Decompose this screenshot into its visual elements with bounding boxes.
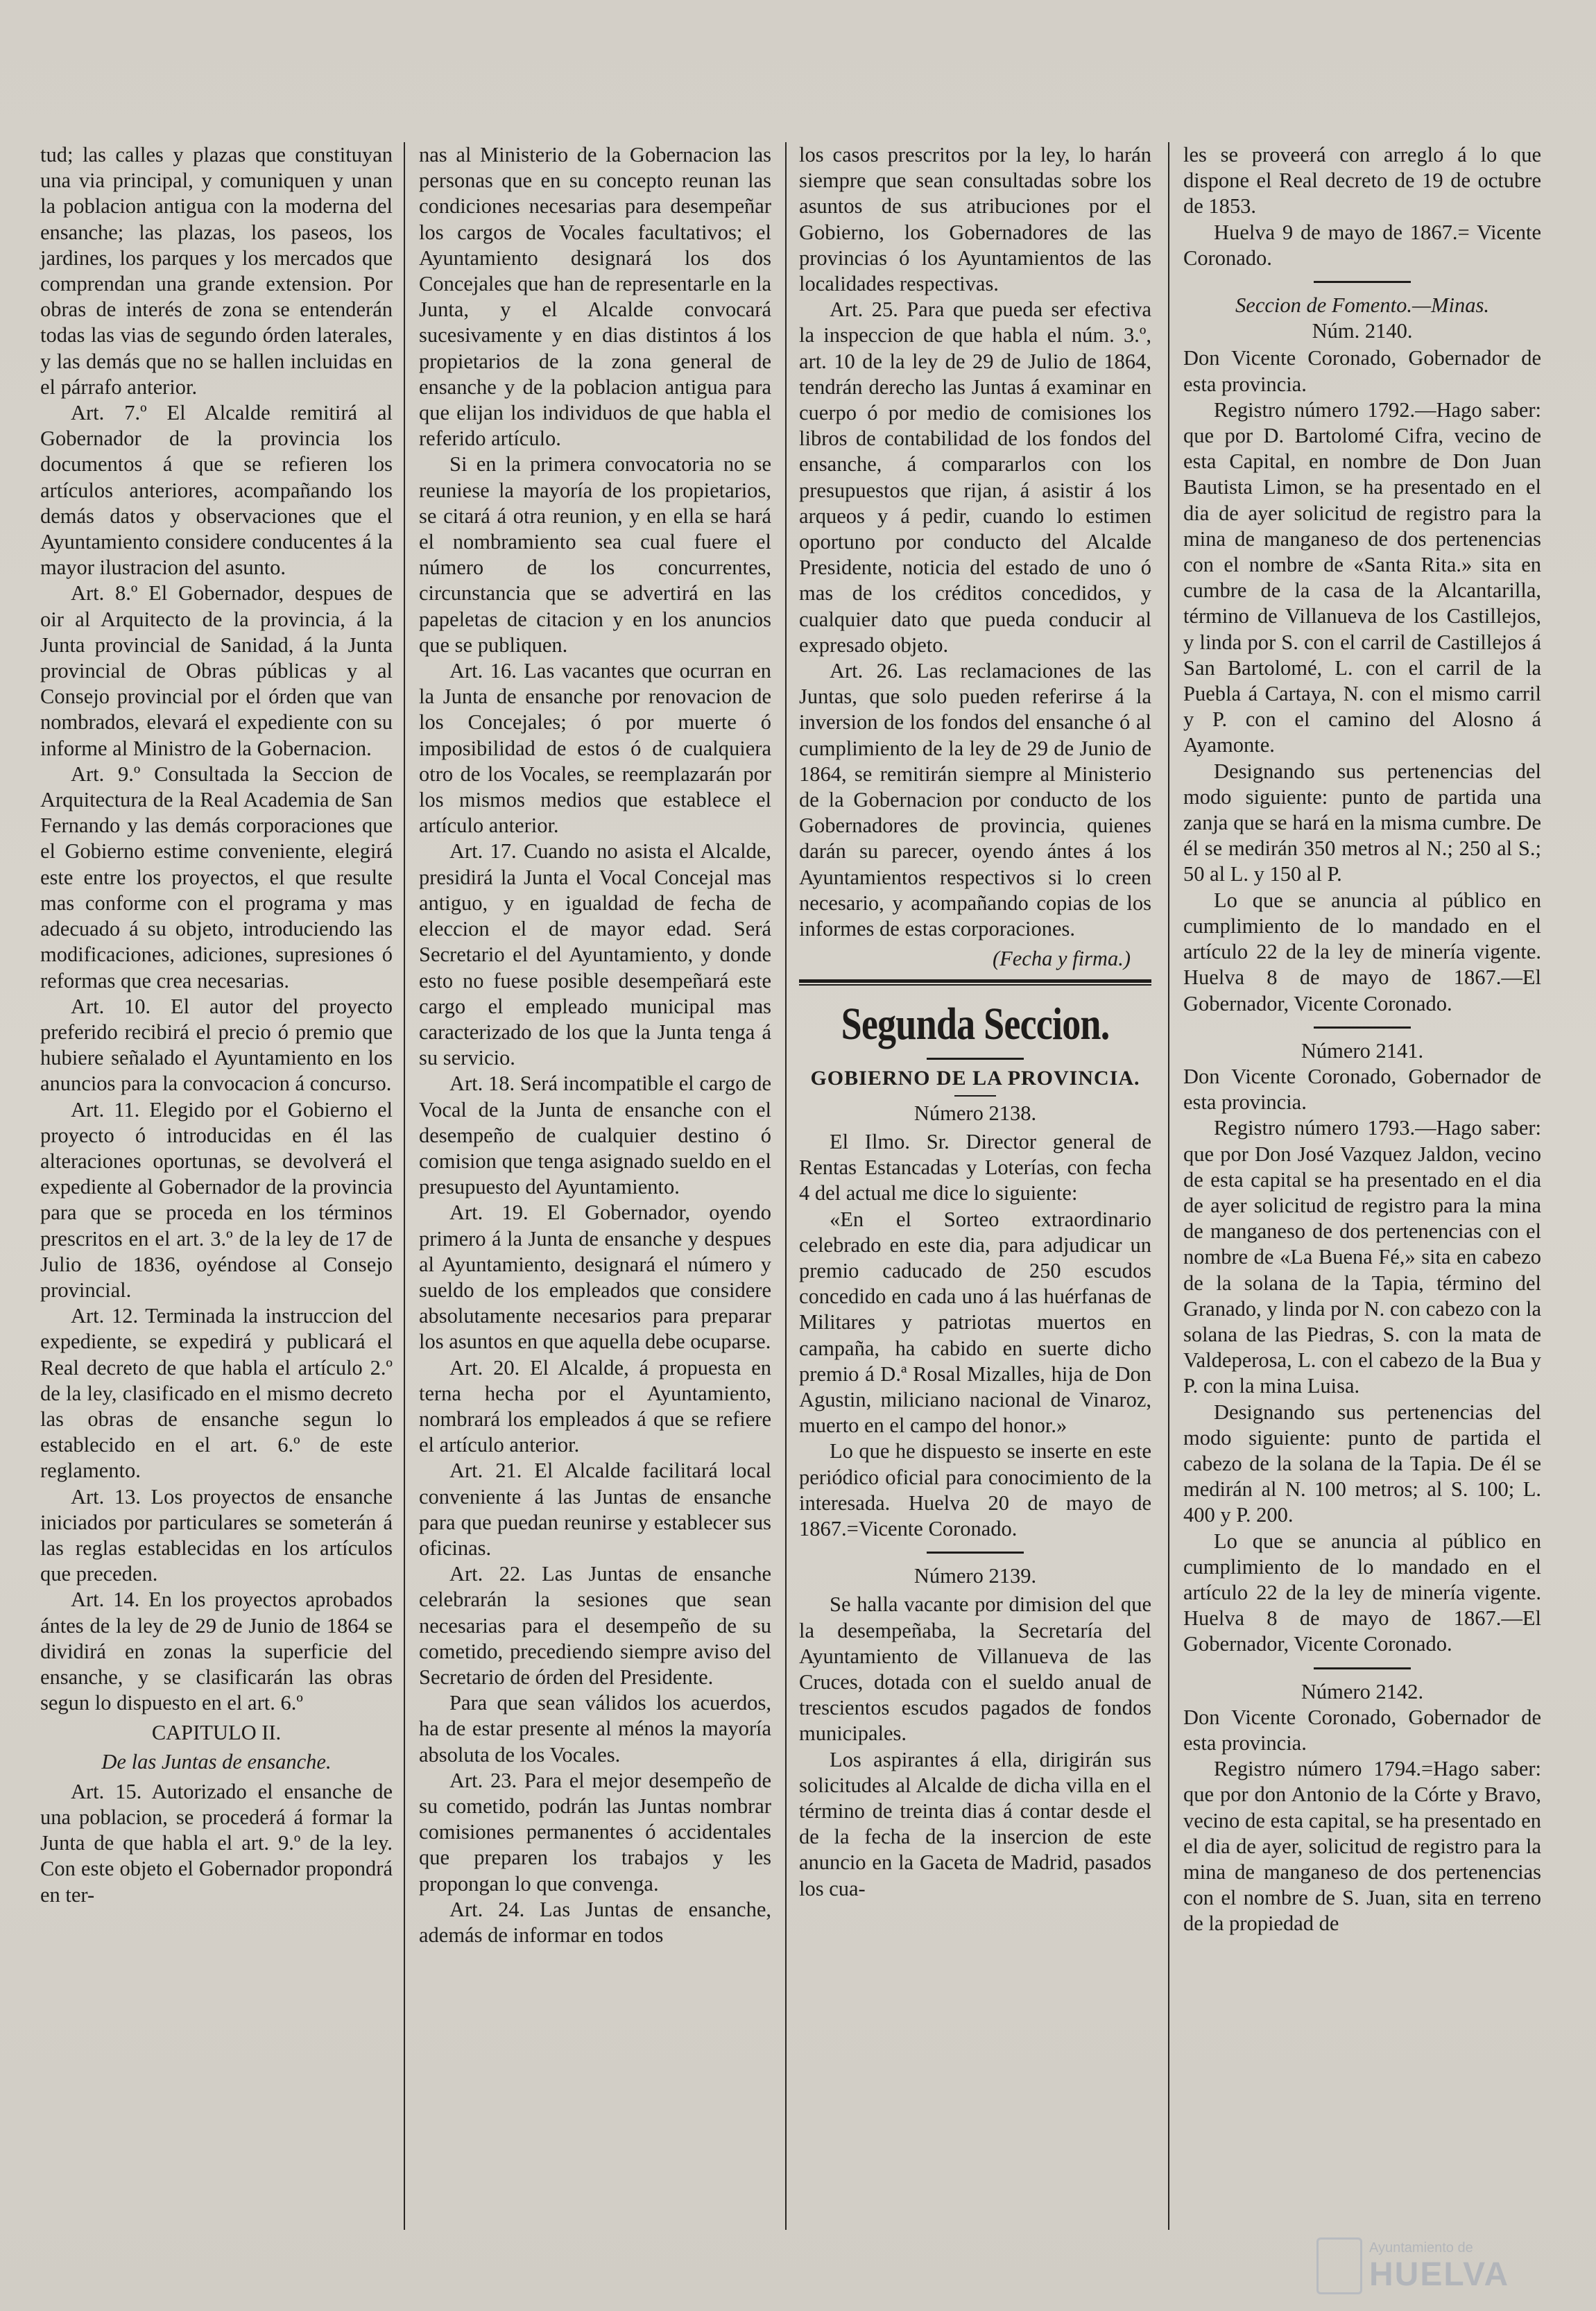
col4-c-paragraph: Lo que se anuncia al público en cumplimiento de lo mandado en el artículo 22 de la ley de minería vigente. Huelva 8 de mayo de 1867.—El Gobernador, Vicente Coronado. — [1183, 1529, 1541, 1656]
title-underline — [927, 1058, 1024, 1060]
col4-b-paragraph: Designando sus pertenencias del modo siguiente: punto de partida una zanja que se hará en la misma cumbre. De él se medirán 350 metros al N.; 250 al S.; 50 al L. y 150 al P. — [1183, 759, 1541, 886]
divider-2141 — [1314, 1026, 1411, 1029]
col3-paragraph: Art. 25. Para que pueda ser efectiva la inspeccion de que habla el núm. 3.º, art. 10 de la ley de 29 de Julio de 1864, tendrán derecho las Juntas á examinar en cuerpo ó por medio de comisiones los libros de contabilidad de los fondos del ensanche, á compararlos con los presupuestos que rijan, á asistir á los arqueos y á pedir, cuando lo estimen oportuno por conducto del Alcalde Presidente, noticia del estado de uno ó mas de los créditos concedidos, y cualquier dato que pueda conducir al expresado objeto. — [799, 298, 1151, 657]
col2-paragraph: Art. 21. El Alcalde facilitará local conveniente á las Juntas de ensanche para que puedan reunirse y establecer sus oficinas. — [419, 1459, 771, 1560]
watermark-small-text: Ayuntamiento de — [1369, 2240, 1473, 2256]
col4-b-paragraph: Lo que se anuncia al público en cumplimiento de lo mandado en el artículo 22 de la ley de minería vigente. Huelva 8 de mayo de 1867.—El Gobernador, Vicente Coronado. — [1183, 888, 1541, 1015]
numero-2138: Número 2138. — [913, 1101, 1037, 1125]
col1-paragraph: Art. 10. El autor del proyecto preferido recibirá el precio ó premio que hubiere señalado el Ayuntamiento en los anuncios para la convocacion á concurso. — [40, 994, 393, 1096]
chapter-title: CAPITULO II. — [151, 1721, 282, 1745]
notice-2142 — [1183, 1705, 1541, 1937]
col1-tail: Art. 15. Autorizado el ensanche de una poblacion, se procederá á formar la Junta de que habla el art. 9.º de la ley. Con este objeto el Gobernador propondrá en ter- — [40, 1779, 393, 1907]
col2-paragraph: Si en la primera convocatoria no se reuniese la mayoría de los propietarios, se citará á otra reunion, y en ella se hará el nombramiento sea cual fuere el número de los concurrentes, circunstancia que se advertirá en las papeletas de citacion y en los anuncios que se publiquen. — [419, 452, 771, 657]
col1-paragraph: Art. 13. Los proyectos de ensanche iniciados por particulares se someterán á las reglas establecidas en los artículos que preceden. — [40, 1484, 393, 1586]
col2-paragraph: Art. 17. Cuando no asista el Alcalde, presidirá la Junta el Vocal Concejal mas antiguo, y en igualdad de fecha de eleccion el de mayor edad. Será Secretario el del Ayuntamiento, y donde esto no fuese posible desempeñará este cargo el empleado municipal mas caracterizado de los que la Junta tenga á su servicio. — [419, 839, 771, 1070]
col3-paragraph: Art. 26. Las reclamaciones de las Juntas, que solo pueden referirse á la inversion de los fondos del ensanche ó al cumplimiento de la ley de 29 de Junio de 1864, se remitirán siempre al Ministerio de la Gobernacion por conducto de los Gobernadores de provincia, quienes darán su parecer, oyendo ántes á los Ayuntamientos respectivos si lo creen necesario, y acompañando copias de los informes de estas corporaciones. — [799, 659, 1151, 941]
numero-2139: Número 2139. — [913, 1564, 1037, 1588]
col1-paragraph: Art. 14. En los proyectos aprobados ántes de la ley de 29 de Junio de 1864 se dividirá en zonas la superficie del ensanche, y se clasificarán las obras segun lo dispuesto en el art. 6.º — [40, 1588, 393, 1715]
col1-paragraph: tud; las calles y plazas que constituyan una via principal, y comuniquen y unan la poblacion antigua con la moderna del ensanche; las plazas, los paseos, los jardines, los parques y los mercados que comprendan una grande extension. Por obras de interés de zona se entenderán todas las vias de segundo órden laterales, y las demás que no se hallen incluidas en el párrafo anterior. — [40, 143, 393, 399]
numero-2140: Núm. 2140. — [1312, 319, 1413, 343]
column-1 — [40, 142, 393, 1908]
col3-body — [799, 142, 1151, 942]
coat-of-arms-icon — [1316, 2237, 1362, 2294]
signature-fecha-firma: (Fecha y firma.) — [992, 947, 1131, 971]
col2-paragraph: Art. 22. Las Juntas de ensanche celebrarán la sesiones que sean necesarias para el desempeño de su cometido, precediendo siempre aviso del Secretario de órden del Presidente. — [419, 1562, 771, 1689]
col2-paragraph: Art. 24. Las Juntas de ensanche, además de informar en todos — [419, 1897, 771, 1948]
col4-a-paragraph: les se proveerá con arreglo á lo que dispone el Real decreto de 19 de octubre de 1853. — [1183, 143, 1541, 218]
col1-paragraph: Art. 11. Elegido por el Gobierno el proyecto ó introducidas en él las alteraciones oportunas, se devolverá el expediente al Gobernador de la provincia para que se proceda en los términos prescritos en el art. 3.º de la ley de 17 de Julio de 1836, oyéndose al Consejo provincial. — [40, 1097, 393, 1302]
fomento-title: Seccion de Fomento.—Minas. — [1235, 293, 1489, 318]
gobierno-title: GOBIERNO DE LA PROVINCIA. — [810, 1066, 1140, 1090]
column-divider-3 — [1168, 142, 1169, 2230]
col4-a-paragraph: Huelva 9 de mayo de 1867.= Vicente Coronado. — [1183, 220, 1541, 270]
column-4 — [1183, 142, 1541, 1937]
divider-2142 — [1314, 1667, 1411, 1669]
notice-2138 — [799, 1129, 1151, 1542]
col3-paragraph: los casos prescritos por la ley, lo harán siempre que sean consultadas sobre los asuntos de sus atribuciones por el Gobierno, los Gobernadores de las provincias ó los Ayuntamientos de las localidades respectivas. — [799, 143, 1151, 296]
col4-d-paragraph: Don Vicente Coronado, Gobernador de esta provincia. — [1183, 1705, 1541, 1755]
col1-paragraph: Art. 9.º Consultada la Seccion de Arquitectura de la Real Academia de San Fernando y las demás corporaciones que el Gobierno estime conveniente, elegirá este entre los proyectos, el que resulte mas conforme con el programa y mas adecuado á su objeto, introduciendo las modificaciones, adiciones, supresiones ó reformas que crea necesarias. — [40, 762, 393, 993]
column-divider-2 — [785, 142, 787, 2230]
column-divider-1 — [404, 142, 405, 2230]
col1-paragraph: Art. 8.º El Gobernador, despues de oir al Arquitecto de la provincia, á la Junta provincial de Sanidad, á la Junta provincial de Obras públicas y al Consejo provincial por el órden que van nombrados, elevará el expediente con su informe al Ministro de la Gobernacion. — [40, 581, 393, 760]
col3-c-paragraph: Se halla vacante por dimision del que la desempeñaba, la Secretaría del Ayuntamiento de Villanueva de las Cruces, dotada con el sueldo anual de trescientos escudos pagados de fondos municipales. — [799, 1592, 1151, 1746]
numero-2141: Número 2141. — [1301, 1038, 1424, 1063]
col4-c-paragraph: Designando sus pertenencias del modo siguiente: punto de partida el cabezo de la solana de la Tapia. De él se medirán al N. 100 metros; al S. 100; L. 400 y P. 200. — [1183, 1400, 1541, 1527]
col2-paragraph: Art. 20. El Alcalde, á propuesta en terna hecha por el Ayuntamiento, nombrará los empleados á que se refiere el artículo anterior. — [419, 1355, 771, 1457]
notice-2139 — [799, 1592, 1151, 1901]
col4-c-paragraph: Don Vicente Coronado, Gobernador de esta provincia. — [1183, 1064, 1541, 1115]
section-rule-thin — [799, 984, 1151, 986]
col1-paragraph: Art. 7.º El Alcalde remitirá al Gobernador de la provincia los documentos á que se refieren los artículos anteriores, acompañando los demás datos y observaciones que el Ayuntamiento considere conducentes á la mayor ilustracion del asunto. — [40, 401, 393, 580]
col3-c-paragraph: Los aspirantes á ella, dirigirán sus solicitudes al Alcalde de dicha villa en el término de treinta dias á contar desde el de la fecha de la insercion de este anuncio en la Gaceta de Madrid, pasados los cua- — [799, 1747, 1151, 1900]
col2-paragraph: nas al Ministerio de la Gobernacion las personas que en su concepto reunan las condiciones necesarias para desempeñar los cargos de Vocales facultativos; el Ayuntamiento designará los dos Concejales que han de representarle en la Junta, y el Alcalde convocará sucesivamente y en dias distintos á los propietarios de la zona general de ensanche y de la poblacion antigua para que elijan los individuos de que habla el referido artículo. — [419, 143, 771, 451]
col4-b-paragraph: Registro número 1792.—Hago saber: que por D. Bartolomé Cifra, vecino de esta Capital, en nombre de Don Juan Bautista Limon, se ha presentado en el dia de ayer solicitud de registro para la mina de manganeso de dos pertenencias con el nombre de «Santa Rita.» sita en cumbre de la casa de la Alcantarilla, término de Villanueva de los Castillejos, y linda por S. con el carril de Castillejos á San Bartolomé, L. con el carril de la Puebla á Cartaya, N. con el mismo carril y P. con el camino del Alosno á Ayamonte. — [1183, 397, 1541, 757]
notice-2140 — [1183, 345, 1541, 1016]
col4-c-paragraph: Registro número 1793.—Hago saber: que por Don José Vazquez Jaldon, vecino de esta capital se ha presentado en el dia de ayer solicitud de registro para la mina de manganeso de dos pertenencias con el nombre de «La Buena Fé,» sita en cabezo de la solana de la Tapia, término del Granado, y linda por N. con cabezo con la solana de las Piedras, S. con la mata de Valdeperosa, L. con el cabezo de la Bua y P. con la mina Luisa. — [1183, 1116, 1541, 1398]
section-rule-thick — [799, 979, 1151, 983]
divider-fomento — [1314, 281, 1411, 283]
col3-b-paragraph: El Ilmo. Sr. Director general de Rentas Estancadas y Loterías, con fecha 4 del actual me dice lo siguiente: — [799, 1129, 1151, 1205]
col4-top — [1183, 142, 1541, 271]
col2-paragraph: Art. 16. Las vacantes que ocurran en la Junta de ensanche por renovacion de los Concejales; ó por muerte ó imposibilidad de estos ó de cualquiera otro de los Vocales, se reemplazarán por los mismos medios que establece el artículo anterior. — [419, 659, 771, 838]
numero-2142: Número 2142. — [1301, 1679, 1424, 1703]
divider-2139 — [927, 1552, 1024, 1554]
gobierno-rule — [954, 1095, 996, 1097]
notice-2141 — [1183, 1064, 1541, 1658]
col2-paragraph: Art. 23. Para el mejor desempeño de su cometido, podrán las Juntas nombrar comisiones permanentes ó accidentales que preparen los trabajos y les propongan lo que convenga. — [419, 1768, 771, 1896]
col3-b-paragraph: Lo que he dispuesto se inserte en este periódico oficial para conocimiento de la interesada. Huelva 20 de mayo de 1867.=Vicente Coronado. — [799, 1439, 1151, 1540]
watermark-big-text: HUELVA — [1369, 2256, 1510, 2293]
col4-b-paragraph: Don Vicente Coronado, Gobernador de esta provincia. — [1183, 346, 1541, 396]
column-2 — [419, 142, 771, 1948]
col1-paragraph: Art. 12. Terminada la instruccion del expediente, se expedirá y publicará el Real decreto de que habla el artículo 2.º de la ley, clasificado en el mismo decreto las obras de ensanche segun lo establecido en el art. 6.º de este reglamento. — [40, 1304, 393, 1483]
archive-watermark — [1316, 2237, 1552, 2293]
col2-paragraph: Art. 19. El Gobernador, oyendo primero á la Junta de ensanche y despues al Ayuntamiento, designará el número y sueldo de los empleados que considere absolutamente necesarios para preparar los asuntos en que aquella debe ocuparse. — [419, 1201, 771, 1354]
col2-paragraph: Art. 18. Será incompatible el cargo de Vocal de la Junta de ensanche con el desempeño de cualquier destino ó comision que tenga asignado sueldo en el presupuesto del Ayuntamiento. — [419, 1072, 771, 1199]
col1-body — [40, 142, 393, 1716]
col2-paragraph: Para que sean válidos los acuerdos, ha de estar presente al ménos la mayoría absoluta de los Vocales. — [419, 1691, 771, 1767]
col4-d-paragraph: Registro número 1794.=Hago saber: que por don Antonio de la Córte y Bravo, vecino de esta capital, se ha presentado en el dia de ayer, solicitud de registro para la mina de manganeso de dos pertenencias con el nombre de S. Juan, sita en terreno de la propiedad de — [1183, 1757, 1541, 1936]
chapter-subtitle: De las Juntas de ensanche. — [101, 1749, 332, 1773]
col2-body — [419, 142, 771, 1948]
col3-b-paragraph: «En el Sorteo extraordinario celebrado en este dia, para adjudicar un premio caducado de 250 escudos concedido en cada uno á las huérfanas de Militares y patriotas muertos en campaña, ha cabido en suerte dicho premio á D.ª Rosal Mizalles, hija de Don Agustin, miliciano nacional de Vinaroz, muerto en el campo del honor.» — [799, 1207, 1151, 1438]
column-3 — [799, 142, 1151, 1902]
section-title: Segunda Seccion. — [841, 998, 1110, 1049]
